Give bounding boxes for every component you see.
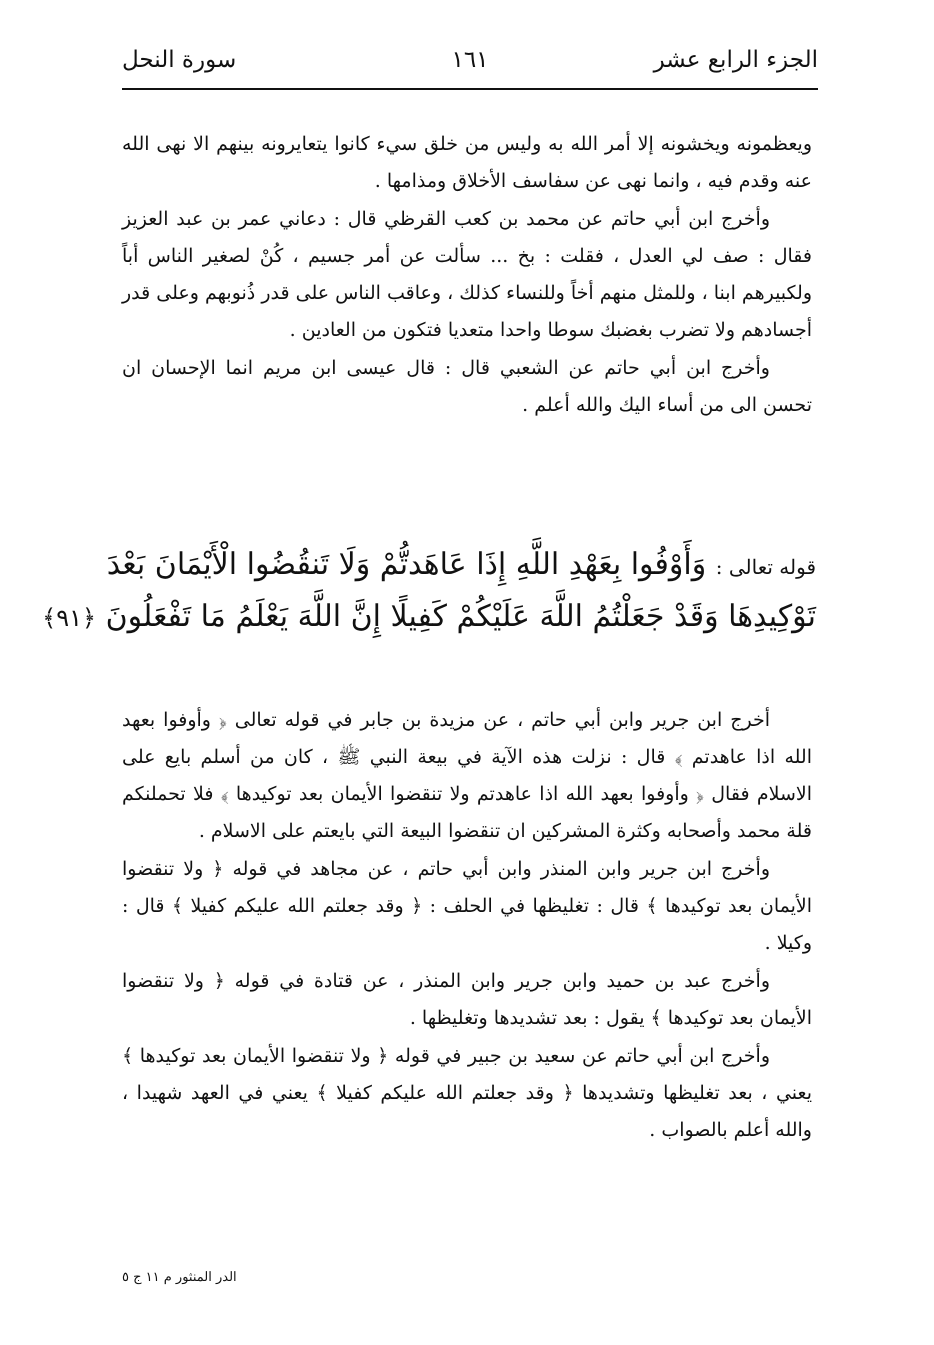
paragraph-shabi: وأخرج ابن أبي حاتم عن الشعبي قال : قال عيسى ابن مريم انما الإحسان ان تحسن الى من أساء اليك والله أعلم . (122, 357, 812, 416)
verse-line-2 (42, 592, 816, 643)
verse-text-1: وَأَوْفُوا بِعَهْدِ اللَّهِ إِذَا عَاهَدتُّمْ وَلَا تَنقُضُوا الْأَيْمَانَ بَعْدَ (106, 547, 707, 582)
verse-text-2: تَوْكِيدِهَا وَقَدْ جَعَلْتُمُ اللَّهَ عَلَيْكُمْ كَفِيلًا إِنَّ اللَّهَ يَعْلَمُ مَا تَفْعَلُونَ (105, 599, 816, 634)
verse-end-marker: ﴿٩١﴾ (42, 604, 97, 632)
verse-line-1 (106, 540, 816, 592)
quran-verse (42, 540, 816, 643)
verse-intro: قوله تعالى : (715, 555, 816, 579)
top-text-block (122, 126, 812, 424)
surah-title: سورة النحل (122, 47, 237, 73)
bottom-text-block (122, 702, 812, 1149)
paragraph-mujahid: وأخرج ابن جرير وابن المنذر وابن أبي حاتم ، عن مجاهد في قوله ﴿ ولا تنقضوا الأيمان بعد توكيدها ﴾ قال : تغليظها في الحلف : ﴿ وقد جعلتم الله عليكم كفيلا ﴾ قال : وكيلا . (122, 858, 812, 954)
paragraph-continuation: ويعظمونه ويخشونه إلا أمر الله به وليس من خلق سيء كانوا يتعايرونه بينهم الا نهى الله عنه وقدم فيه ، وانما نهى عن سفاسف الأخلاق ومذامها . (122, 133, 812, 192)
paragraph-qatada: وأخرج عبد بن حميد وابن جرير وابن المنذر ، عن قتادة في قوله ﴿ ولا تنقضوا الأيمان بعد توكيدها ﴾ يقول : بعد تشديدها وتغليظها . (122, 970, 812, 1029)
paragraph-qurazi: وأخرج ابن أبي حاتم عن محمد بن كعب القرظي قال : دعاني عمر بن عبد العزيز فقال : صف لي العدل ، فقلت : بخ ... سألت عن أمر جسيم ، كُنْ لصغير الناس أباً ولكبيرهم ابنا ، وللمثل منهم أخاً وللنساء كذلك ، وعاقب الناس على قدر ذُنوبهم وعلى قدر أجسادهم ولا تضرب بغضبك سوطا واحدا متعديا فتكون من العادين . (122, 208, 812, 341)
header-divider (122, 88, 818, 90)
part-title: الجزء الرابع عشر (653, 47, 818, 73)
paragraph-ibn-jarir: أخرج ابن جرير وابن أبي حاتم ، عن مزيدة بن جابر في قوله تعالى ﴿ وأوفوا بعهد الله اذا عاهدتم ﴾ قال : نزلت هذه الآية في بيعة النبي ﷺ ، كان من أسلم بايع على الاسلام فقال ﴿ وأوفوا بعهد الله اذا عاهدتم ولا تنقضوا الأيمان بعد توكيدها ﴾ فلا تحملنكم قلة محمد وأصحابه وكثرة المشركين ان تنقضوا البيعة التي بايعتم على الاسلام . (122, 709, 812, 842)
page-header (122, 44, 818, 84)
paragraph-said-jubair: وأخرج ابن أبي حاتم عن سعيد بن جبير في قوله ﴿ ولا تنقضوا الأيمان بعد توكيدها ﴾ يعني ، بعد تغليظها وتشديدها ﴿ وقد جعلتم الله عليكم كفيلا ﴾ يعني في العهد شهيدا ، والله أعلم بالصواب . (122, 1045, 812, 1141)
signature-mark: الدر المنثور م ١١ ج ٥ (122, 1270, 237, 1285)
page-number: ١٦١ (451, 47, 489, 73)
